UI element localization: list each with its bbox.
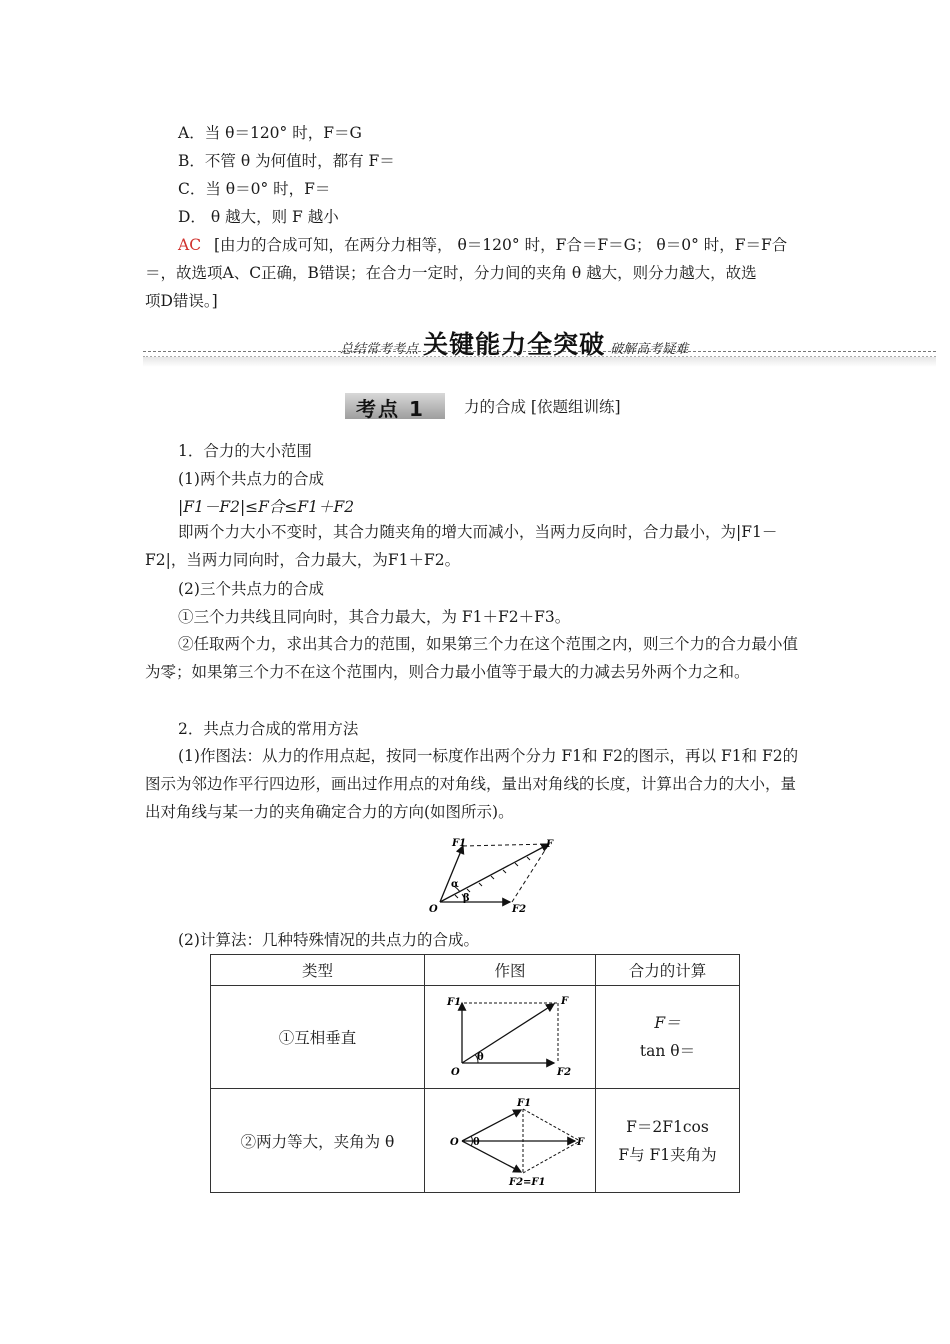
answer-line3: 项D错误。] (145, 292, 218, 310)
row2-diagram (425, 1089, 596, 1193)
dashed-lower (523, 1141, 580, 1173)
perpendicular-diagram (440, 991, 580, 1083)
section-banner (340, 325, 688, 361)
paragraph-3: ②任取两个力，求出其合力的范围，如果第三个力在这个范围之内，则三个力的合力最小值为零；如果第三个力不在这个范围内，则合力最小值等于最大的力减去另外两个力之和。 (145, 635, 799, 681)
paragraph-4: (1)作图法：从力的作用点起，按同一标度作出两个分力 F1和 F2的图示，再以 F1和 F2的图示为邻边作平行四边形，画出过作用点的对角线，量出对角线的长度，计算出合力的大小，量出对角线与某一力的夹角确定合力的方向(如图所示)。 (145, 747, 799, 821)
header-calc: 合力的计算 (596, 955, 740, 986)
label-o: O (451, 1067, 460, 1078)
paragraph-2: ①三个力共线且同向时，其合力最大，为 F1＋F2＋F3。 (178, 608, 571, 626)
banner-right-text: 破解高考疑难 (610, 342, 689, 357)
row1-calc-1: F＝ (654, 1014, 681, 1032)
vector-f1 (440, 846, 463, 902)
label-f2-equals-f1: F2=F1 (509, 1176, 546, 1187)
option-d: D． θ 越大，则 F 越小 (178, 208, 339, 226)
section-title: 力的合成 [依题组训练] (464, 398, 621, 416)
heading-1: 1．合力的大小范围 (178, 442, 312, 460)
row2-calc (596, 1089, 740, 1193)
label-theta: θ (477, 1052, 484, 1063)
row2-calc-1: F＝2F1cos (626, 1117, 709, 1136)
equal-forces-diagram (435, 1095, 585, 1187)
dashed-right (512, 844, 549, 902)
label-f1: F1 (517, 1097, 532, 1109)
label-f: F (561, 996, 569, 1007)
option-b: B．不管 θ 为何值时，都有 F＝ (178, 152, 395, 170)
label-alpha: α (451, 879, 459, 890)
banner-left-text: 总结常考考点 (340, 342, 419, 357)
heading-1-2: (2)三个共点力的合成 (178, 580, 324, 598)
option-a: A．当 θ＝120° 时，F＝G (178, 124, 362, 142)
row1-type: ①互相垂直 (211, 986, 425, 1089)
row2-type: ②两力等大，夹角为 θ (211, 1089, 425, 1193)
heading-2: 2．共点力合成的常用方法 (178, 720, 359, 738)
table-row (211, 986, 740, 1089)
composition-table (210, 954, 740, 1193)
scale-ticks (455, 857, 530, 898)
label-theta: θ (473, 1136, 480, 1148)
option-c: C．当 θ＝0° 时，F＝ (178, 180, 331, 198)
header-diagram: 作图 (425, 955, 596, 986)
table-row (211, 1089, 740, 1193)
vector-f (462, 1004, 554, 1063)
row2-calc-2: F与 F1夹角为 (618, 1145, 717, 1164)
label-f: F (577, 1136, 585, 1148)
dashed-upper (523, 1109, 580, 1141)
row1-diagram (425, 986, 596, 1089)
header-type: 类型 (211, 955, 425, 986)
parallelogram-figure (425, 832, 570, 917)
paragraph-5: (2)计算法：几种特殊情况的共点力的合成。 (178, 931, 479, 949)
label-f1: F1 (452, 838, 467, 849)
label-f2: F2 (512, 904, 527, 915)
label-f2: F2 (557, 1067, 572, 1078)
label-f1: F1 (447, 997, 462, 1008)
vector-f (440, 844, 549, 902)
answer-line1 (178, 235, 787, 255)
range-formula: |F1－F2|≤F合≤F1＋F2 (178, 498, 355, 516)
answer-key: AC (178, 236, 202, 254)
paragraph-1: 即两个力大小不变时，其合力随夹角的增大而减小，当两力反向时，合力最小，为|F1－F2|，当两力同向时，合力最大，为F1＋F2。 (145, 523, 778, 569)
banner-main-text: 关键能力全突破 (423, 330, 606, 359)
answer-line2: ＝，故选项A、C正确，B错误；在合力一定时，分力间的夹角 θ 越大，则分力越大，故选 (145, 264, 757, 282)
label-beta: β (463, 893, 470, 904)
label-f: F (546, 839, 554, 850)
label-o: O (450, 1136, 459, 1148)
row1-calc-2: tan θ＝ (639, 1042, 696, 1060)
table-header-row (211, 955, 740, 986)
label-o: O (429, 904, 438, 915)
section-badge: 考点 1 (356, 397, 425, 421)
heading-1-1: (1)两个共点力的合成 (178, 470, 324, 488)
answer-text-1: [由力的合成可知，在两分力相等， θ＝120° 时，F合＝F＝G； θ＝0° 时，F＝F合 (214, 236, 788, 254)
row1-calc (596, 986, 740, 1089)
dashed-top (463, 844, 549, 846)
